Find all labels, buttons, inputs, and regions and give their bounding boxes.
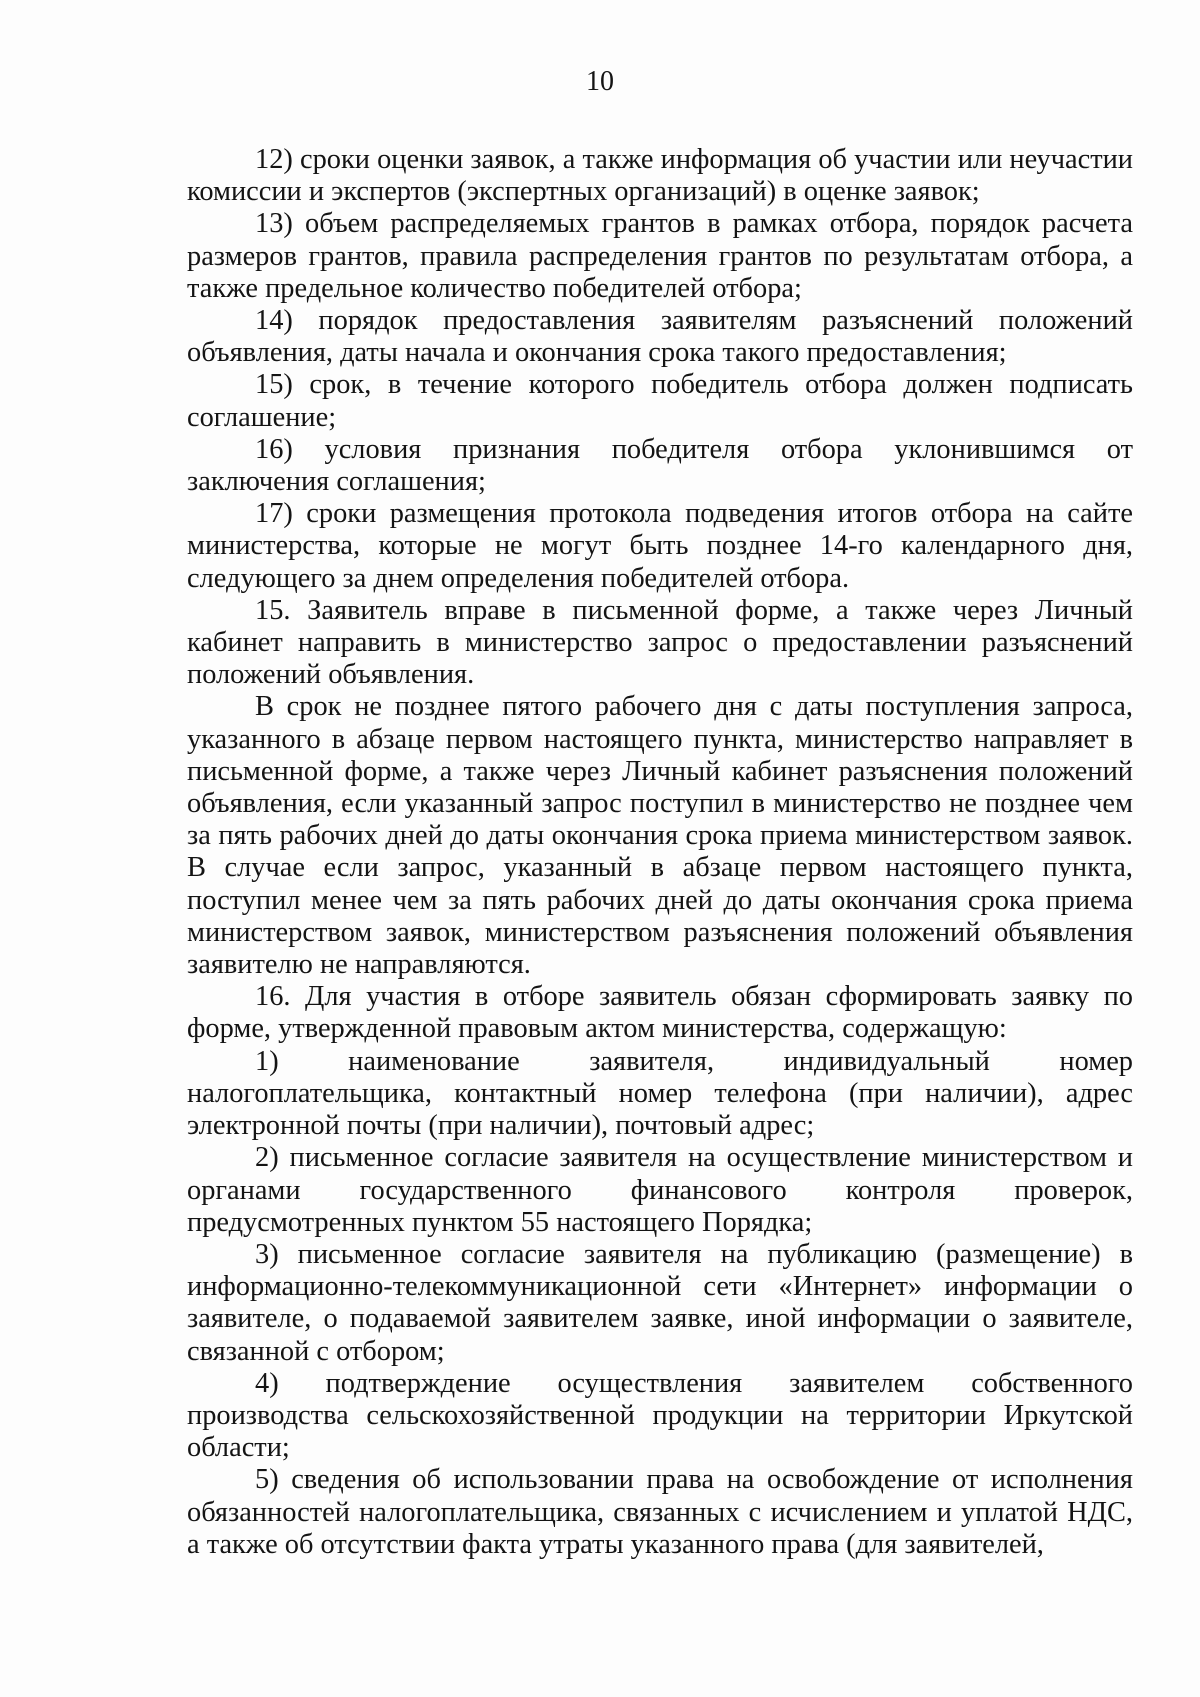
paragraph-item-15: 15) срок, в течение которого победитель отбора должен подписать соглашение;	[187, 369, 1133, 433]
paragraph-subitem-4: 4) подтверждение осуществления заявителем собственного производства сельскохозяйственной продукции на территории Иркутской области;	[187, 1367, 1133, 1464]
document-body	[187, 144, 1133, 1561]
paragraph-item-17: 17) сроки размещения протокола подведения итогов отбора на сайте министерства, которые не могут быть позднее 14-го календарного дня, следующего за днем определения победителей отбора.	[187, 498, 1133, 594]
paragraph-subitem-3: 3) письменное согласие заявителя на публикацию (размещение) в информационно-телекоммуникационной сети «Интернет» информации о заявителе, о подаваемой заявителем заявке, иной информации о заявителе, связанной с отбором;	[187, 1238, 1133, 1367]
paragraph-item-16: 16) условия признания победителя отбора уклонившимся от заключения соглашения;	[187, 433, 1133, 498]
paragraph-clause-16: 16. Для участия в отборе заявитель обязан сформировать заявку по форме, утвержденной правовым актом министерства, содержащую:	[187, 981, 1133, 1045]
paragraph-clause-15: 15. Заявитель вправе в письменной форме, а также через Личный кабинет направить в министерство запрос о предоставлении разъяснений положений объявления.	[187, 594, 1133, 691]
paragraph-clause-15-second: В срок не позднее пятого рабочего дня с даты поступления запроса, указанного в абзаце первом настоящего пункта, министерство направляет в письменной форме, а также через Личный кабинет разъяснения положений объявления, если указанный запрос поступил в министерство не позднее чем за пять рабочих дней до даты окончания срока приема министерством заявок. В случае если запрос, указанный в абзаце первом настоящего пункта, поступил менее чем за пять рабочих дней до даты окончания срока приема министерством заявок, министерством разъяснения положений объявления заявителю не направляются.	[187, 691, 1133, 981]
paragraph-item-14: 14) порядок предоставления заявителям разъяснений положений объявления, даты начала и окончания срока такого предоставления;	[187, 305, 1133, 369]
paragraph-item-12: 12) сроки оценки заявок, а также информация об участии или неучастии комиссии и экспертов (экспертных организаций) в оценке заявок;	[187, 144, 1133, 208]
paragraph-subitem-1: 1) наименование заявителя, индивидуальный номер налогоплательщика, контактный номер телефона (при наличии), адрес электронной почты (при наличии), почтовый адрес;	[187, 1045, 1133, 1142]
paragraph-item-13: 13) объем распределяемых грантов в рамках отбора, порядок расчета размеров грантов, правила распределения грантов по результатам отбора, а также предельное количество победителей отбора;	[187, 208, 1133, 304]
page-number: 10	[586, 66, 614, 97]
paragraph-subitem-5: 5) сведения об использовании права на освобождение от исполнения обязанностей налогоплательщика, связанных с исчислением и уплатой НДС, а также об отсутствии факта утраты указанного права (для заявителей,	[187, 1464, 1133, 1560]
paragraph-subitem-2: 2) письменное согласие заявителя на осуществление министерством и органами государственного финансового контроля проверок, предусмотренных пунктом 55 настоящего Порядка;	[187, 1142, 1133, 1238]
